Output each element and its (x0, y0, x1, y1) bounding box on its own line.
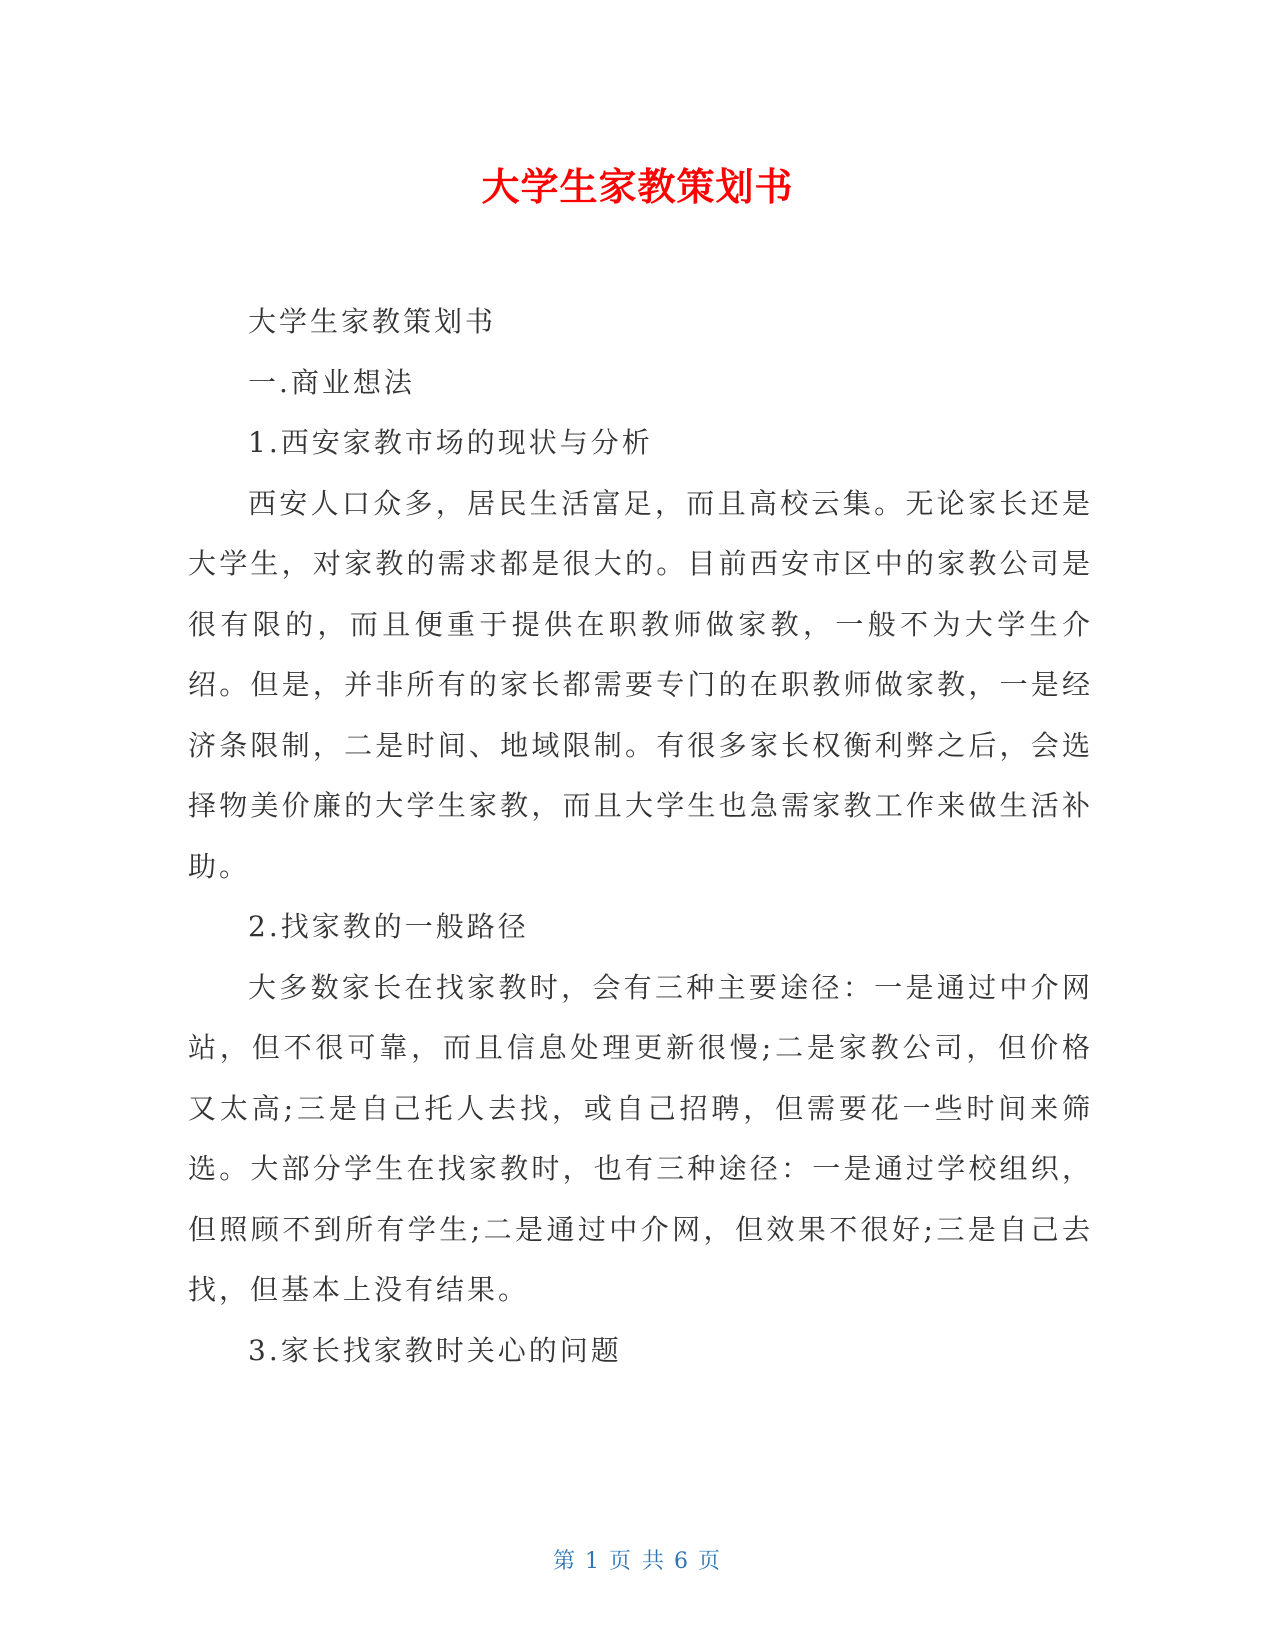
footer-total-pages: 6 (674, 1549, 690, 1574)
document-title: 大学生家教策划书 (481, 165, 794, 209)
paragraph-heading: 大学生家教策划书 (248, 305, 497, 338)
footer-suffix: 页 (698, 1549, 723, 1574)
footer-prefix: 第 (552, 1549, 577, 1574)
section-heading-business-idea: 一.商业想法 (248, 365, 415, 399)
paragraph-market-analysis: 西安人口众多，居民生活富足，而且高校云集。无论家长还是大学生，对家教的需求都是很大的。目前西安市区中的家教公司是很有限的，而且便重于提供在职教师做家教，一般不为大学生介绍。但是，并非所有的家长都需要专门的在职教师做家教，一是经济条限制，二是时间、地域限制。有很多家长权衡利弊之后，会选择物美价廉的大学生家教，而且大学生也急需家教工作来做生活补助。 (188, 486, 1093, 883)
document-body (188, 292, 1093, 1381)
subsection-heading-paths: 2.找家教的一般路径 (248, 910, 529, 943)
footer-mid: 页 共 (609, 1549, 666, 1574)
footer-current-page: 1 (585, 1549, 601, 1574)
subsection-heading-concerns: 3.家长找家教时关心的问题 (248, 1333, 622, 1367)
paragraph-paths: 大多数家长在找家教时，会有三种主要途径：一是通过中介网站，但不很可靠，而且信息处理更新很慢;二是家教公司，但价格又太高;三是自己托人去找，或自己招聘，但需要花一些时间来筛选。大部分学生在找家教时，也有三种途径：一是通过学校组织，但照顾不到所有学生;二是通过中介网，但效果不很好;三是自己去找，但基本上没有结果。 (188, 970, 1093, 1306)
subsection-heading-market: 1.西安家教市场的现状与分析 (248, 426, 653, 459)
page-footer (0, 1547, 1275, 1577)
